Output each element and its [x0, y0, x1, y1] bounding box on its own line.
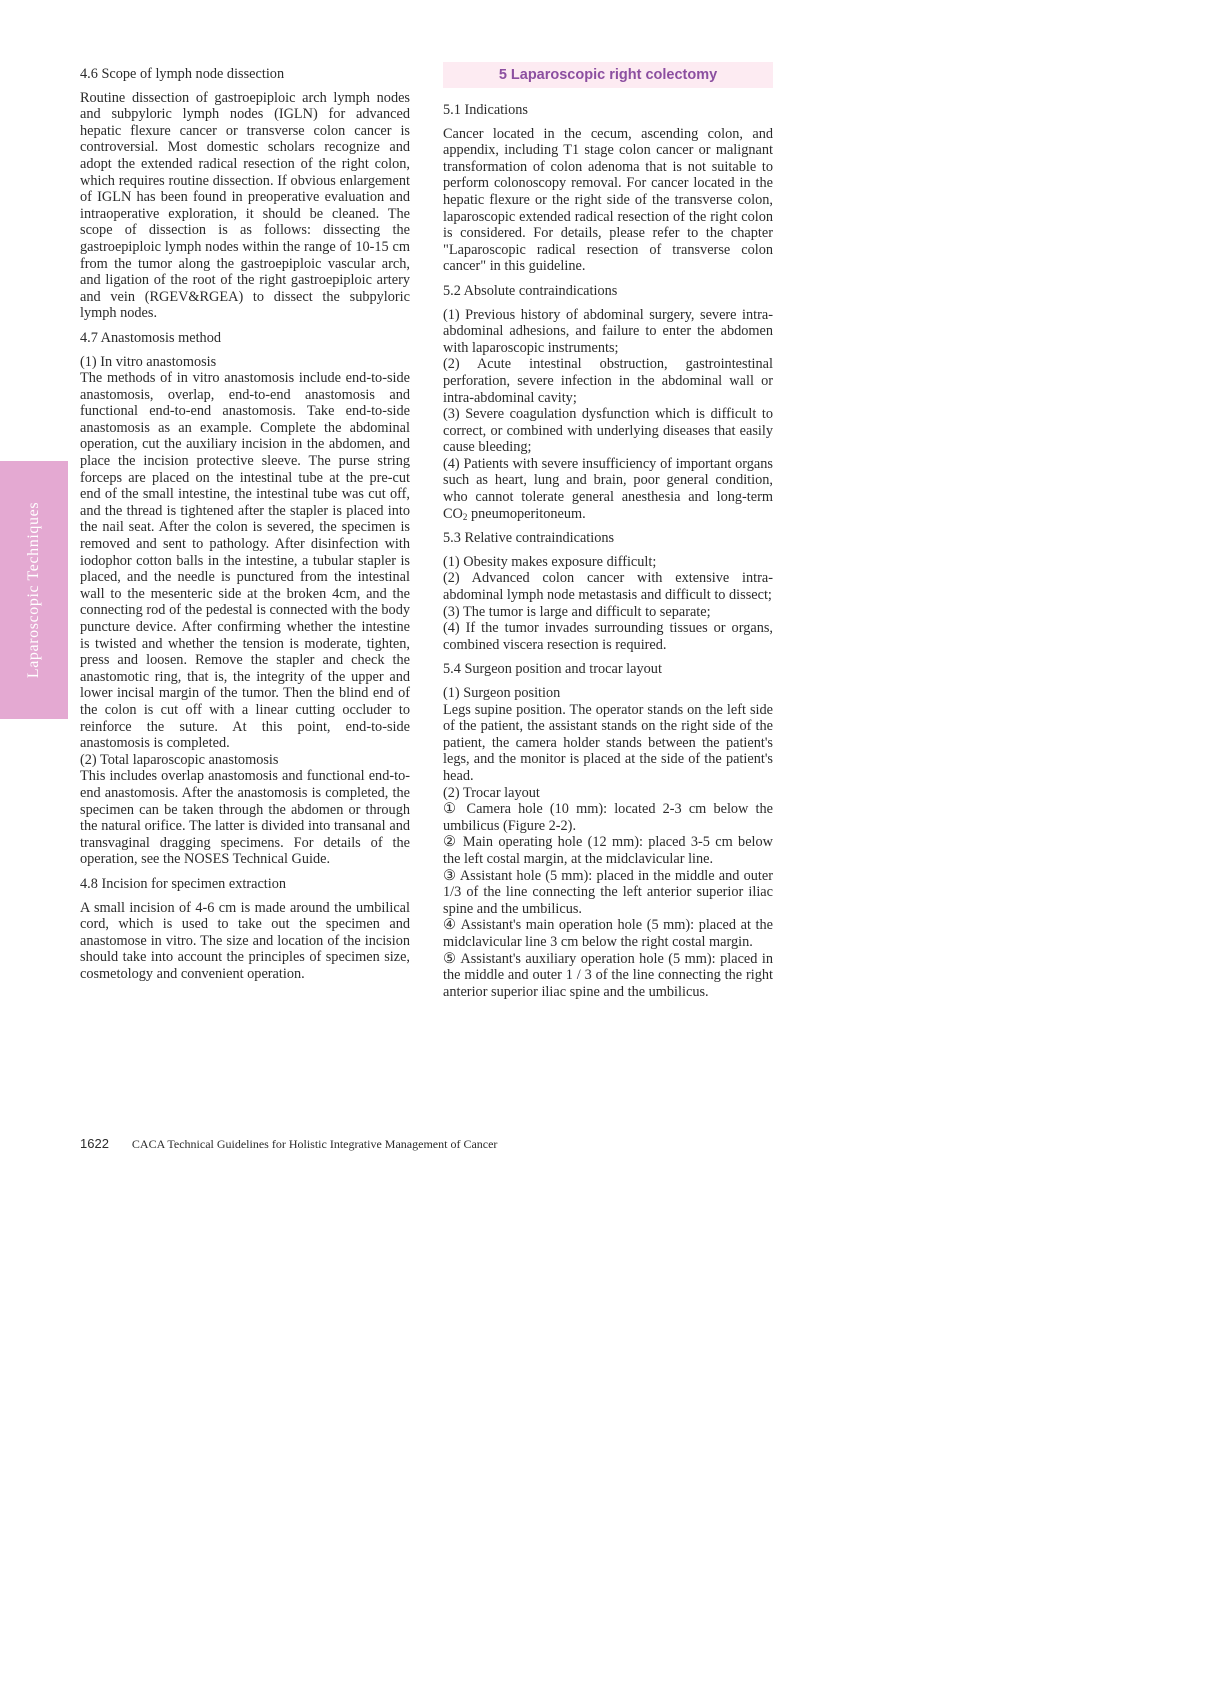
heading-5-1: 5.1 Indications [443, 102, 528, 118]
list-item: ① Camera hole (10 mm): located 2-3 cm below the umbilicus (Figure 2-2). [443, 801, 773, 834]
list-item: (1) Obesity makes exposure difficult; [443, 553, 657, 570]
list-item: ⑤ Assistant's auxiliary operation hole (5 mm): placed in the middle and outer 1 / 3 of the line connecting the right anterior superior iliac spine and the umbilicus. [443, 950, 773, 1000]
list-item: (1) Previous history of abdominal surgery, severe intra-abdominal adhesions, and failure to enter the abdomen with laparoscopic instruments; [443, 306, 773, 356]
left-column [80, 66, 410, 982]
paragraph-surgeon-position: Legs supine position. The operator stands on the left side of the patient, the assistant stands on the right side of the patient, the camera holder stands between the patient's legs, and the monitor is placed at the side of the patient's head. [443, 701, 773, 784]
subheading-surgeon-position: (1) Surgeon position [443, 685, 561, 701]
heading-4-7: 4.7 Anastomosis method [80, 329, 221, 346]
list-item: (2) Advanced colon cancer with extensive intra-abdominal lymph node metastasis and difficult to dissect; [443, 570, 773, 604]
subheading-total-laparoscopic: (2) Total laparoscopic anastomosis [80, 751, 279, 768]
list-item: (2) Acute intestinal obstruction, gastrointestinal perforation, severe infection in the abdominal wall or intra-abdominal cavity; [443, 356, 773, 406]
heading-5-3: 5.3 Relative contraindications [443, 530, 615, 547]
list-item: (3) The tumor is large and difficult to separate; [443, 603, 711, 620]
heading-4-8: 4.8 Incision for specimen extraction [80, 875, 287, 892]
paragraph-5-1: Cancer located in the cecum, ascending colon, and appendix, including T1 stage colon cancer or malignant transformation of colon adenoma that is not suitable to perform colonoscopy removal. For cancer located in the hepatic flexure or the right side of the transverse colon, laparoscopic extended radical resection of the right colon is considered. For details, please refer to the chapter "Laparoscopic radical resection of transverse colon cancer" in this guideline. [443, 125, 773, 275]
list-item: ④ Assistant's main operation hole (5 mm): placed at the midclavicular line 3 cm below the right costal margin. [443, 917, 773, 950]
list-item: ② Main operating hole (12 mm): placed 3-5 cm below the left costal margin, at the midclavicular line. [443, 834, 773, 867]
list-item: (4) Patients with severe insufficiency of important organs such as heart, lung and brain, poor general condition, who cannot tolerate general anesthesia and long-term $CO_2$ pneumoperitoneum. [443, 455, 773, 522]
page-number: 1622 [80, 1136, 109, 1151]
footer-title: CACA Technical Guidelines for Holistic Integrative Management of Cancer [131, 1137, 498, 1151]
paragraph-4-6: Routine dissection of gastroepiploic arch lymph nodes and subpyloric lymph nodes (IGLN) for advanced hepatic flexure cancer or transverse colon cancer is controversial. Most domestic scholars recognize and adopt the extended radical resection of the right colon, which requires routine dissection. If obvious enlargement of IGLN has been found in preoperative evaluation and intraoperative exploration, it should be cleaned. The scope of dissection is as follows: dissecting the gastroepiploic lymph nodes within the range of 10-15 cm from the tumor along the gastroepiploic vascular arch, and ligation of the root of the right gastroepiploic artery and vein (RGEV&RGEA) to dissect the subpyloric lymph nodes. [80, 89, 410, 322]
side-tab-label: Laparoscopic Techniques [25, 501, 42, 679]
heading-5-4: 5.4 Surgeon position and trocar layout [443, 661, 662, 678]
paragraph-total-laparoscopic: This includes overlap anastomosis and functional end-to-end anastomosis. After the anastomosis is completed, the specimen can be taken through the abdomen or through the natural orifice. The latter is divided into transanal and transvaginal dragging specimens. For details of the operation, see the NOSES Technical Guide. [80, 768, 410, 868]
subheading-in-vitro: (1) In vitro anastomosis [80, 353, 217, 370]
heading-5-2: 5.2 Absolute contraindications [443, 282, 618, 299]
subheading-trocar-layout: (2) Trocar layout [443, 784, 540, 801]
list-item: ③ Assistant hole (5 mm): placed in the middle and outer 1/3 of the line connecting the left anterior superior iliac spine and the umbilicus. [443, 867, 773, 917]
section-banner: 5 Laparoscopic right colectomy [443, 62, 773, 88]
paragraph-in-vitro: The methods of in vitro anastomosis include end-to-side anastomosis, overlap, end-to-end anastomosis and functional end-to-end anastomosis. Take end-to-side anastomosis as an example. Complete the abdominal operation, cut the auxiliary incision in the abdomen, and place the incision protective sleeve. The purse string forceps are placed on the intestinal tube at the pre-cut end of the small intestine, the intestinal tube was cut off, and the thread is tightened after the stapler is placed into the nail seat. After the colon is severed, the specimen is removed and sent to pathology. After disinfection with iodophor cotton balls in the intestine, a tubular stapler is placed, and the needle is punctured from the intestinal wall to the mesenteric side at the broken 4cm, and the connecting rod of the pedestal is connected with the body puncture device. After confirming whether the intestine is twisted and whether the tension is moderate, tighten, press and loosen. Remove the stapler and check the anastomotic ring, that is, the integrity of the upper and lower incisal margin of the tumor. Then the blind end of the colon is cut off with a linear cutting occluder to reinforce the suture. At this point, end-to-side anastomosis is completed. [80, 370, 410, 752]
right-column [443, 62, 773, 1000]
paragraph-4-8: A small incision of 4-6 cm is made around the umbilical cord, which is used to take out the specimen and anastomose in vitro. The size and location of the incision should take into account the principles of specimen size, cosmetology and convenient operation. [80, 899, 410, 982]
list-item: (4) If the tumor invades surrounding tissues or organs, combined viscera resection is required. [443, 620, 773, 653]
heading-4-6: 4.6 Scope of lymph node dissection [80, 66, 285, 82]
page-footer [80, 1136, 497, 1152]
subscript-2: 2 [462, 511, 468, 522]
list-item: (3) Severe coagulation dysfunction which is difficult to correct, or combined with underlying diseases that easily cause bleeding; [443, 406, 773, 456]
side-tab [0, 461, 68, 719]
